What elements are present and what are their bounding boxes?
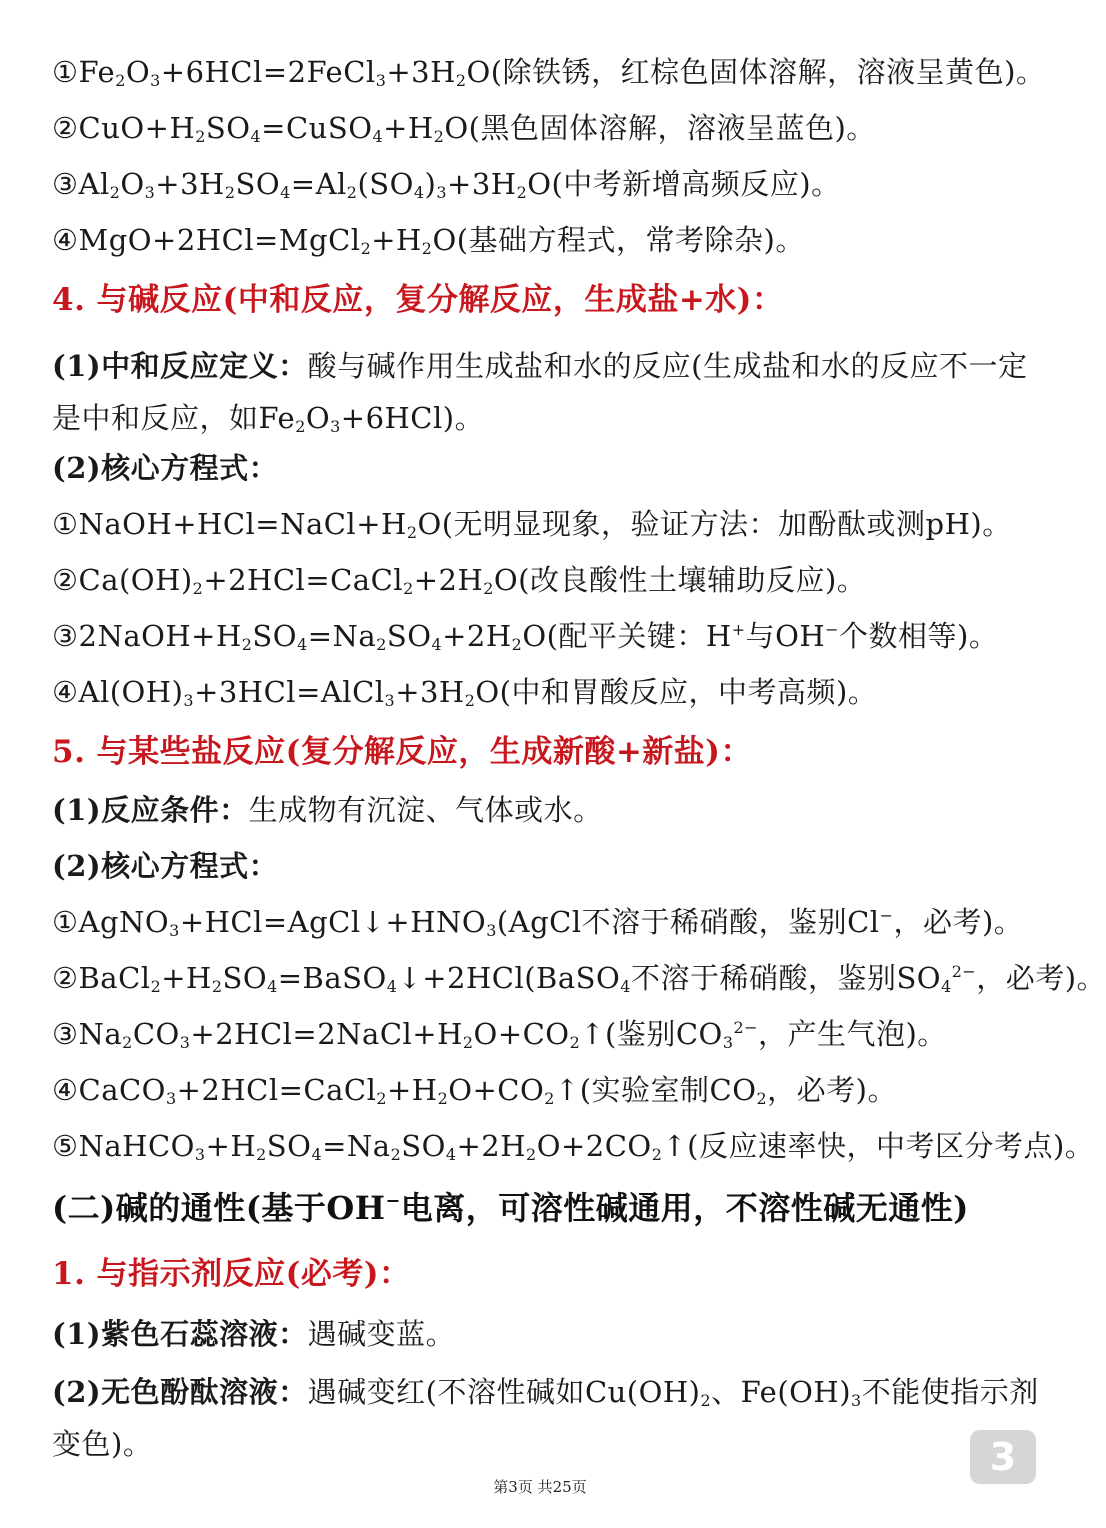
litmus-label: (1)紫色石蕊溶液： xyxy=(52,1317,308,1351)
chapter-heading: (二)碱的通性(基于OH−电离，可溶性碱通用，不溶性碱无通性) xyxy=(52,1189,969,1227)
phenolphthalein-label: (2)无色酚酞溶液： xyxy=(52,1375,308,1409)
page-number-badge: 3 xyxy=(970,1430,1036,1484)
reaction-line: $③Al_2O_3+3H_2SO_4=Al_2(SO_4)_3+3H_2O$(中考新增高频反应)。 xyxy=(52,167,841,202)
reaction-line: $③2NaOH+H_2SO_4=Na_2SO_4+2H_2O$(配平关键：H+与OH−个数相等)。 xyxy=(52,619,999,654)
condition-line: (1)反应条件：生成物有沉淀、气体或水。 xyxy=(52,793,603,827)
indicator-paragraph: (2)无色酚酞溶液：遇碱变红(不溶性碱如$Cu(OH)_2$、$Fe(OH)_3$不能使指示剂变色)。 xyxy=(52,1375,1039,1461)
indicator-line: (1)紫色石蕊溶液：遇碱变蓝。 xyxy=(52,1317,456,1351)
reaction-line: $①NaOH+HCl=NaCl+H_2O$(无明显现象，验证方法：加酚酞或测pH)。 xyxy=(52,507,1012,542)
definition-label: (1)中和反应定义： xyxy=(52,349,308,383)
reaction-line: $②Ca(OH)_2+2HCl=CaCl_2+2H_2O$(改良酸性土壤辅助反应)。 xyxy=(52,563,867,598)
reaction-line: $④Al(OH)_3+3HCl=AlCl_3+3H_2O$(中和胃酸反应，中考高频)。 xyxy=(52,675,878,710)
reaction-line: $②CuO+H_2SO_4=CuSO_4+H_2O$(黑色固体溶解，溶液呈蓝色)。 xyxy=(52,111,876,146)
reaction-line: $③Na_2CO_3+2HCl=2NaCl+H_2O+CO_2↑$(鉴别$CO_3^{2-}$，产生气泡)。 xyxy=(52,1017,947,1052)
section-heading: 4. 与碱反应(中和反应，复分解反应，生成盐+水)： xyxy=(52,282,784,318)
section-heading: 5. 与某些盐反应(复分解反应，生成新酸+新盐)： xyxy=(52,734,752,770)
core-equations-label: (2)核心方程式： xyxy=(52,849,279,883)
condition-label: (1)反应条件： xyxy=(52,793,249,827)
section-heading: 1. 与指示剂反应(必考)： xyxy=(52,1256,411,1292)
page-footer: 第3页 共25页 xyxy=(493,1478,587,1496)
definition-paragraph: (1)中和反应定义：酸与碱作用生成盐和水的反应(生成盐和水的反应不一定是中和反应，如$Fe_2O_3+6HCl$)。 xyxy=(52,349,1028,436)
reaction-line: $②BaCl_2+H_2SO_4=BaSO_4↓+2HCl(BaSO_4$不溶于稀硝酸，鉴别$SO_4^{2-}$，必考)。 xyxy=(52,961,1106,996)
core-equations-label: (2)核心方程式： xyxy=(52,451,279,485)
reaction-line: $④CaCO_3+2HCl=CaCl_2+H_2O+CO_2↑$(实验室制$CO_2$，必考)。 xyxy=(52,1073,897,1108)
reaction-line: $①Fe_2O_3+6HCl=2FeCl_3+3H_2O$(除铁锈，红棕色固体溶解，溶液呈黄色)。 xyxy=(52,55,1046,90)
reaction-line: $⑤NaHCO_3+H_2SO_4=Na_2SO_4+2H_2O+2CO_2↑$(反应速率快，中考区分考点)。 xyxy=(52,1129,1095,1164)
reaction-line: $④MgO+2HCl=MgCl_2+H_2O$(基础方程式，常考除杂)。 xyxy=(52,223,805,258)
reaction-line: $①AgNO_3+HCl=AgCl↓+HNO_3(AgCl$不溶于稀硝酸，鉴别Cl−，必考)。 xyxy=(52,905,1024,940)
